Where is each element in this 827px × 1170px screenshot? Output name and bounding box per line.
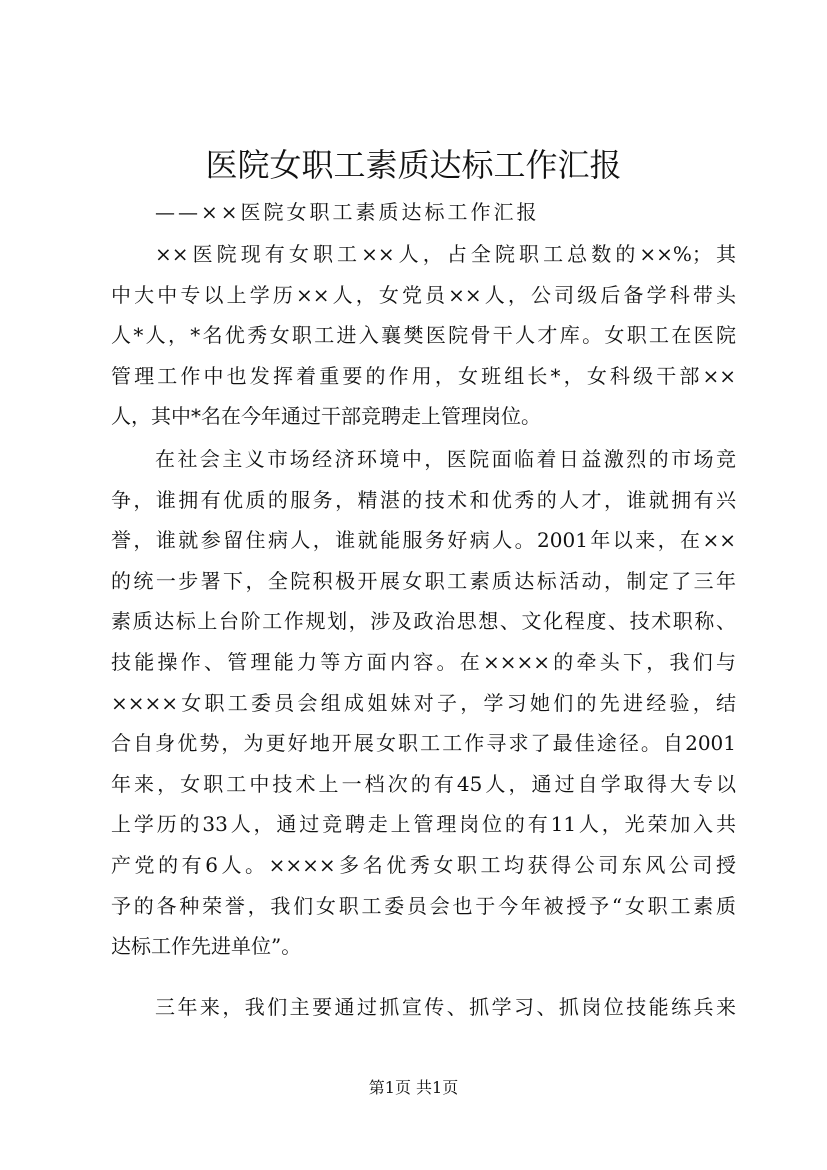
- paragraph-2: [111, 439, 736, 967]
- text-line: 三年来，我们主要通过抓宣传、抓学习、抓岗位技能练兵来: [155, 995, 736, 1019]
- text-line: ××××女职工委员会组成姐妹对子，学习她们的先进经验，结: [111, 690, 736, 715]
- document-subtitle: ——××医院女职工素质达标工作汇报: [155, 200, 540, 224]
- text-line: 誉，谁就参留住病人，谁就能服务好病人。2001年以来，在××: [111, 528, 736, 553]
- text-line: 上学历的33人，通过竞聘走上管理岗位的有11人，光荣加入共: [111, 812, 736, 837]
- text-line: 人，其中*名在今年通过干部竞聘走上管理岗位。: [111, 404, 541, 429]
- text-line: 达标工作先进单位”。: [111, 934, 302, 959]
- document-title: 医院女职工素质达标工作汇报: [205, 146, 622, 184]
- text-line: 中大中专以上学历××人，女党员××人，公司级后备学科带头: [111, 282, 736, 307]
- page-footer: 第1页 共1页: [368, 1078, 459, 1097]
- text-line: 产党的有6人。××××多名优秀女职工均获得公司东风公司授: [111, 852, 736, 877]
- text-line: 合自身优势，为更好地开展女职工工作寻求了最佳途径。自2001: [111, 731, 736, 756]
- text-line: 在社会主义市场经济环境中，医院面临着日益激烈的市场竞: [155, 447, 736, 471]
- text-line: 技能操作、管理能力等方面内容。在××××的牵头下，我们与: [111, 649, 736, 674]
- text-line: 素质达标上台阶工作规划，涉及政治思想、文化程度、技术职称、: [111, 609, 736, 634]
- text-line: 年来，女职工中技术上一档次的有45人，通过自学取得大专以: [111, 771, 736, 796]
- paragraph-1: [111, 234, 736, 437]
- paragraph-3: [111, 987, 736, 1028]
- text-line: ××医院现有女职工××人，占全院职工总数的××%；其: [155, 242, 736, 266]
- text-line: 争，谁拥有优质的服务，精湛的技术和优秀的人才，谁就拥有兴: [111, 487, 736, 512]
- text-line: 人*人，*名优秀女职工进入襄樊医院骨干人才库。女职工在医院: [111, 323, 736, 348]
- text-line: 管理工作中也发挥着重要的作用，女班组长*，女科级干部××: [111, 363, 736, 388]
- text-line: 的统一步署下，全院积极开展女职工素质达标活动，制定了三年: [111, 568, 736, 593]
- text-line: 予的各种荣誉，我们女职工委员会也于今年被授予“女职工素质: [111, 893, 736, 918]
